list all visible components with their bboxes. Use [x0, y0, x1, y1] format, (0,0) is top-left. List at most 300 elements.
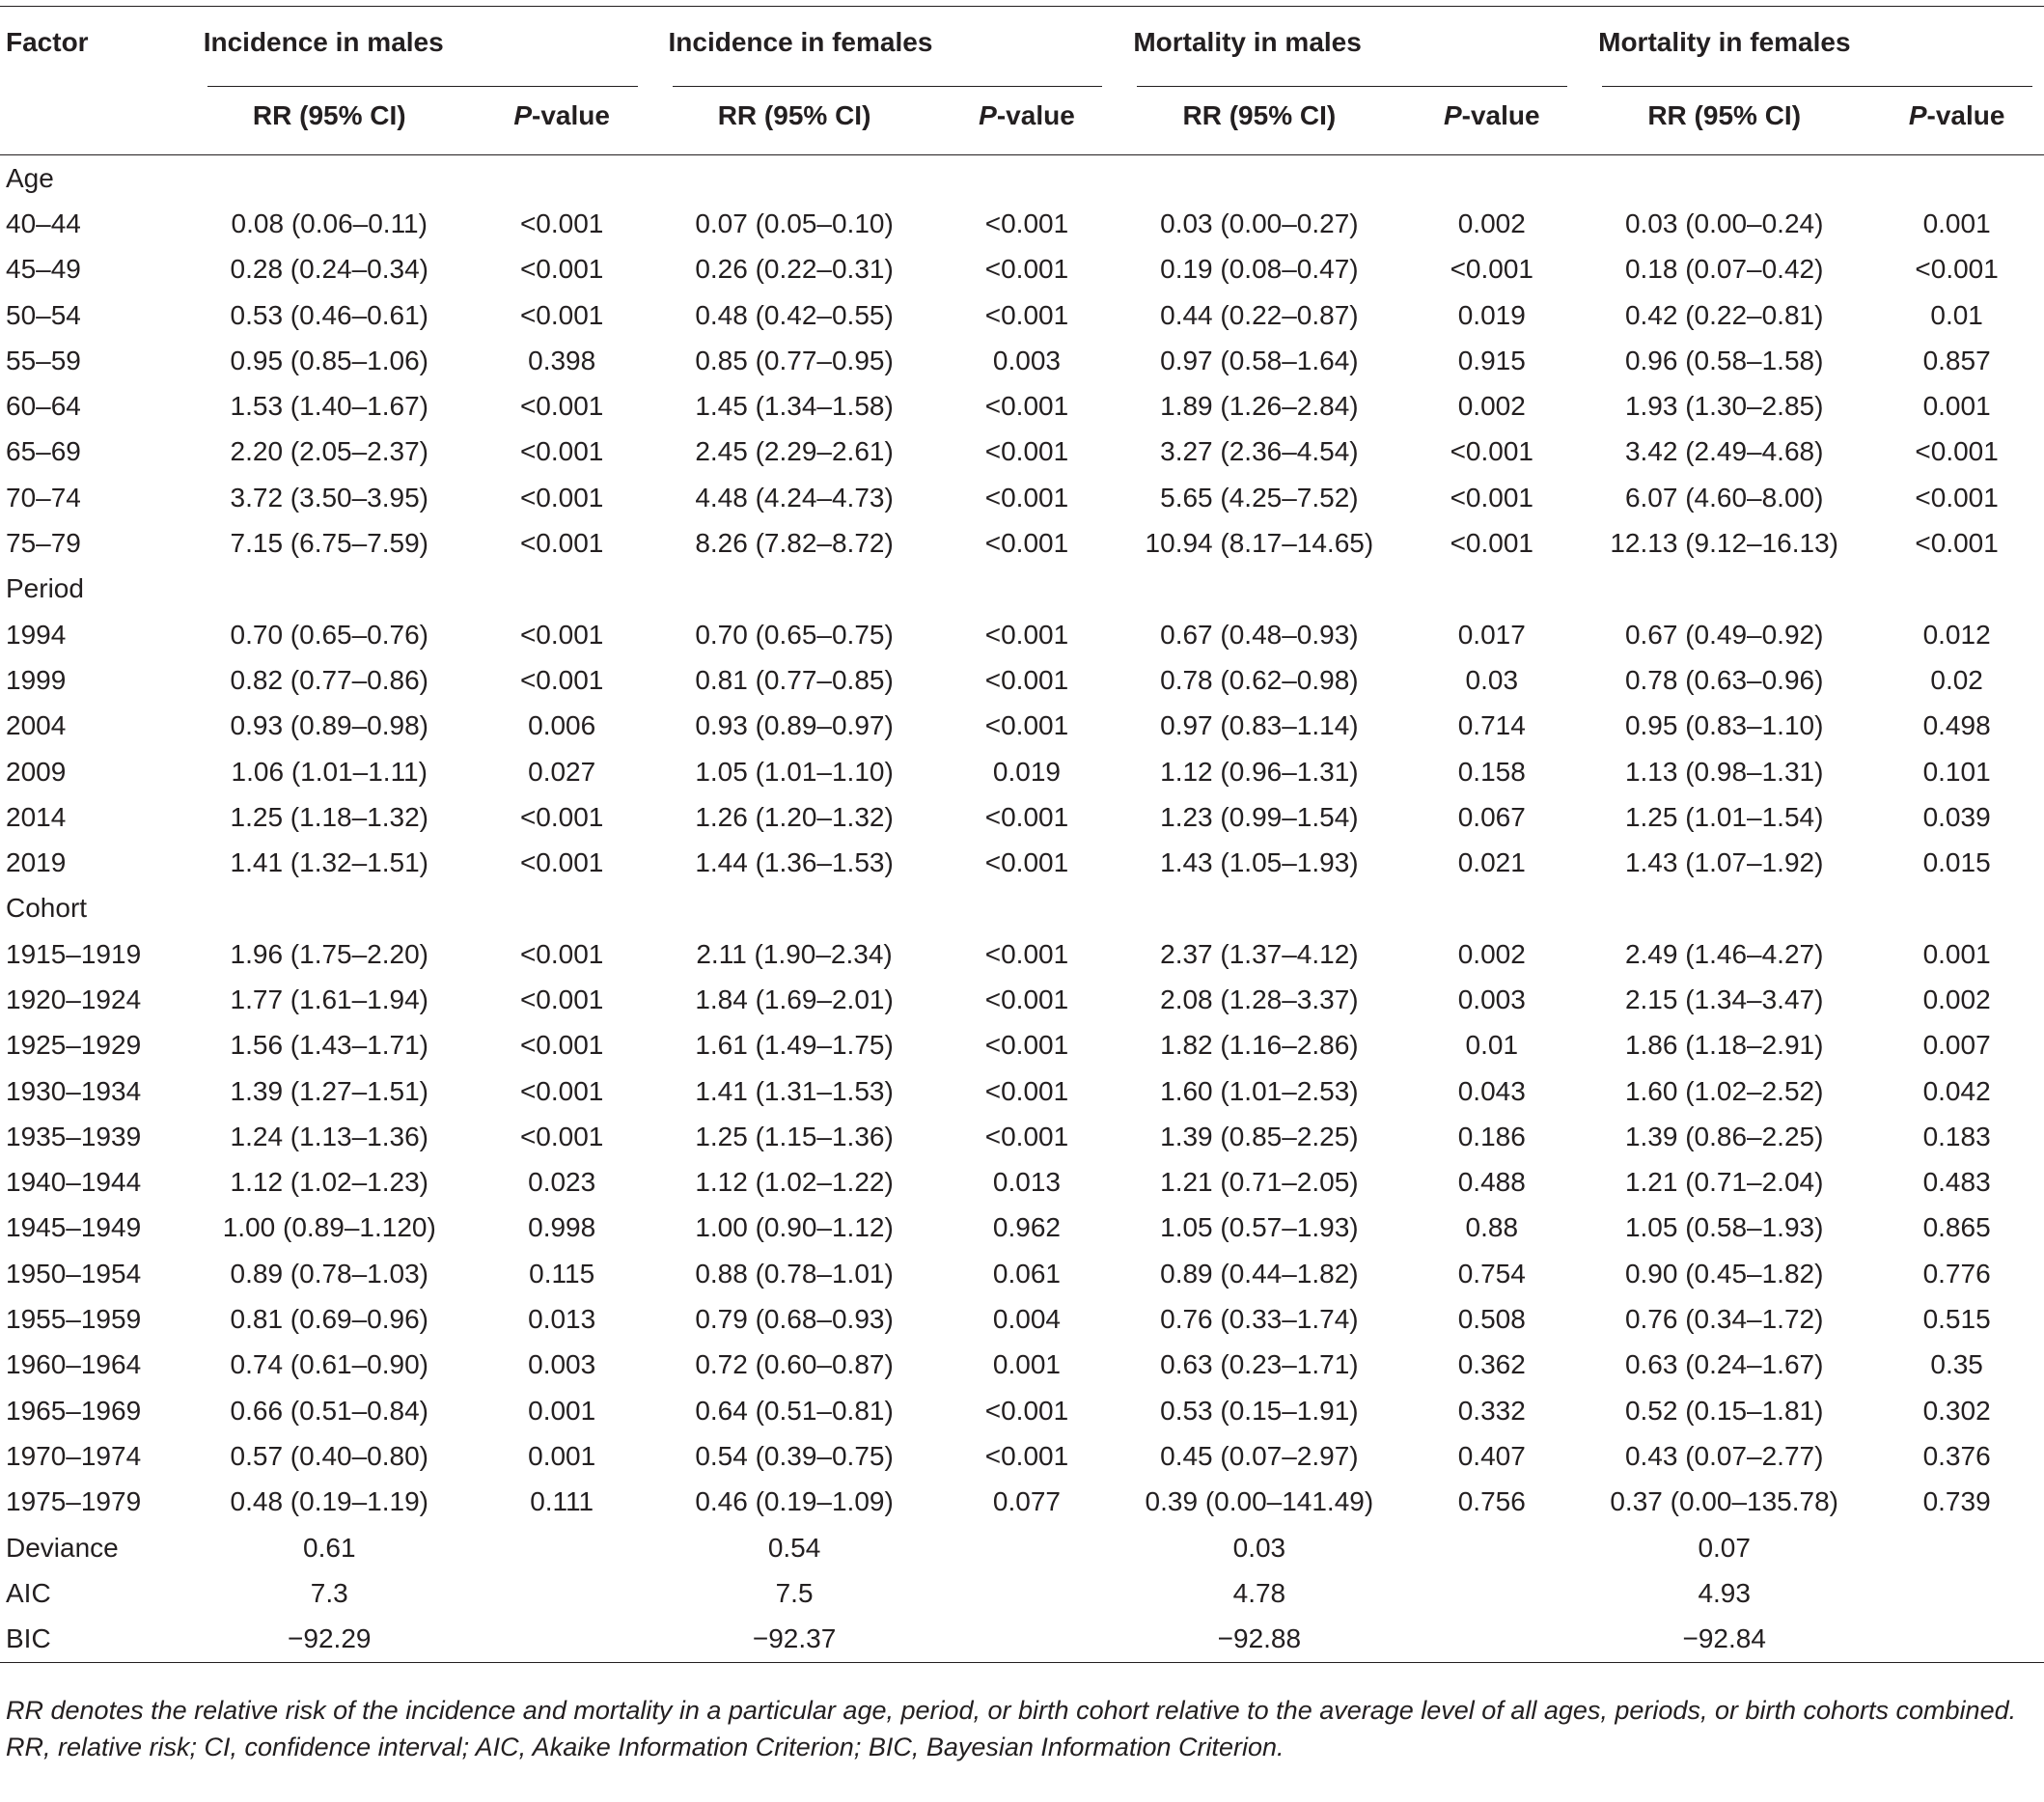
- table-row: [0, 430, 2044, 475]
- rr-cell: 2.15 (1.34–3.47): [1624, 984, 1824, 1014]
- rr-cell: 1.89 (1.26–2.84): [1160, 391, 1359, 422]
- rr-cell: 8.26 (7.82–8.72): [695, 528, 894, 559]
- row-label: 40–44: [6, 208, 81, 238]
- rr-cell: 2.37 (1.37–4.12): [1160, 938, 1359, 969]
- p-value-cell: 0.002: [1457, 391, 1526, 422]
- p-value-cell: 0.756: [1457, 1486, 1526, 1517]
- table-row: [0, 1480, 2044, 1525]
- p-value-cell: <0.001: [984, 1440, 1069, 1471]
- p-value-cell: 0.027: [528, 756, 596, 787]
- p-value-cell: 0.042: [1922, 1075, 1991, 1106]
- rr-cell: 0.03 (0.00–0.27): [1160, 208, 1359, 238]
- p-value-cell: 0.03: [1465, 664, 1519, 695]
- rr-cell: 6.07 (4.60–8.00): [1624, 482, 1824, 513]
- rr-cell: 0.67 (0.48–0.93): [1160, 619, 1359, 650]
- rr-cell: 2.49 (1.46–4.27): [1624, 938, 1824, 969]
- table-row: [0, 1206, 2044, 1251]
- p-value-cell: 0.003: [528, 1349, 596, 1380]
- table-row: [0, 794, 2044, 840]
- rr-cell: 0.95 (0.85–1.06): [230, 345, 429, 375]
- p-value-cell: <0.001: [984, 710, 1069, 741]
- empty-cell: [475, 1570, 649, 1616]
- p-value-cell: <0.001: [984, 1030, 1069, 1061]
- group-header: [184, 7, 649, 78]
- fit-value-cell: 0.54: [767, 1532, 821, 1563]
- table-row: [0, 977, 2044, 1022]
- rr-cell: 1.53 (1.40–1.67): [230, 391, 429, 422]
- row-label: 1925–1929: [6, 1030, 142, 1061]
- group-header: [1114, 7, 1579, 78]
- p-value-cell: <0.001: [984, 619, 1069, 650]
- p-value-cell: <0.001: [519, 619, 604, 650]
- rr-cell: 0.57 (0.40–0.80): [230, 1440, 429, 1471]
- rr-cell: 2.20 (2.05–2.37): [230, 436, 429, 467]
- factor-header: Factor: [6, 26, 89, 57]
- table-row: [0, 931, 2044, 977]
- empty-cell: [475, 1525, 649, 1570]
- rr-cell: 1.84 (1.69–2.01): [695, 984, 894, 1014]
- p-value-cell: <0.001: [1915, 482, 1999, 513]
- p-value-cell: 0.508: [1457, 1304, 1526, 1335]
- rr-cell: 0.63 (0.23–1.71): [1160, 1349, 1359, 1380]
- rr-header: RR (95% CI): [1182, 100, 1337, 130]
- p-value-cell: 0.002: [1922, 984, 1991, 1014]
- rr-cell: 0.97 (0.83–1.14): [1160, 710, 1359, 741]
- p-value-cell: <0.001: [984, 436, 1069, 467]
- p-value-cell: 0.001: [1922, 208, 1991, 238]
- rr-cell: 1.41 (1.32–1.51): [230, 847, 429, 878]
- p-value-cell: 0.001: [1922, 938, 1991, 969]
- p-value-cell: 0.043: [1457, 1075, 1526, 1106]
- table-row: [0, 383, 2044, 429]
- rr-cell: 0.53 (0.46–0.61): [230, 299, 429, 330]
- p-value-cell: 0.488: [1457, 1167, 1526, 1198]
- rr-cell: 1.00 (0.90–1.12): [695, 1212, 894, 1243]
- p-value-cell: <0.001: [984, 938, 1069, 969]
- p-value-cell: 0.88: [1465, 1212, 1519, 1243]
- empty-cell: [1404, 1617, 1579, 1663]
- rr-cell: 1.39 (0.85–2.25): [1160, 1121, 1359, 1151]
- p-value-cell: 0.006: [528, 710, 596, 741]
- p-value-cell: <0.001: [984, 299, 1069, 330]
- rr-cell: 1.41 (1.31–1.53): [695, 1075, 894, 1106]
- rr-cell: 1.12 (1.02–1.22): [695, 1167, 894, 1198]
- rr-cell: 0.19 (0.08–0.47): [1160, 254, 1359, 285]
- rr-cell: 0.63 (0.24–1.67): [1624, 1349, 1824, 1380]
- row-label: 1950–1954: [6, 1258, 142, 1289]
- table-row: [0, 1343, 2044, 1388]
- rr-cell: 1.43 (1.07–1.92): [1624, 847, 1824, 878]
- p-value-cell: 0.003: [992, 345, 1061, 375]
- rr-cell: 3.72 (3.50–3.95): [230, 482, 429, 513]
- fit-value-cell: 0.03: [1232, 1532, 1286, 1563]
- rr-cell: 1.25 (1.15–1.36): [695, 1121, 894, 1151]
- rr-cell: 0.07 (0.05–0.10): [695, 208, 894, 238]
- p-value-cell: <0.001: [519, 847, 604, 878]
- p-value-cell: 0.186: [1457, 1121, 1526, 1151]
- rr-cell: 3.42 (2.49–4.68): [1624, 436, 1824, 467]
- group-rule: [207, 86, 638, 87]
- table-row: [0, 1068, 2044, 1114]
- p-value-cell: 0.35: [1930, 1349, 1983, 1380]
- table-row: [0, 475, 2044, 520]
- table-footnotes: [6, 1692, 2032, 1765]
- rr-cell: 3.27 (2.36–4.54): [1160, 436, 1359, 467]
- p-value-cell: <0.001: [519, 1075, 604, 1106]
- rr-cell: 0.52 (0.15–1.81): [1624, 1395, 1824, 1426]
- fit-value-cell: 4.93: [1698, 1577, 1751, 1608]
- row-label: 75–79: [6, 528, 81, 559]
- rr-header: RR (95% CI): [717, 100, 871, 130]
- p-value-cell: <0.001: [519, 938, 604, 969]
- p-value-cell: 0.021: [1457, 847, 1526, 878]
- row-label: 1965–1969: [6, 1395, 142, 1426]
- rr-cell: 1.60 (1.02–2.52): [1624, 1075, 1824, 1106]
- rr-cell: 0.42 (0.22–0.81): [1624, 299, 1824, 330]
- rr-cell: 0.76 (0.33–1.74): [1160, 1304, 1359, 1335]
- footnote: RR denotes the relative risk of the incidence and mortality in a particular age, period, or birth cohort relative to the average level of all ages, periods, or birth cohorts combined.: [6, 1696, 2017, 1725]
- fit-value-cell: 7.3: [310, 1577, 348, 1608]
- rr-cell: 1.12 (0.96–1.31): [1160, 756, 1359, 787]
- p-value-cell: <0.001: [1450, 528, 1533, 559]
- rr-cell: 0.85 (0.77–0.95): [695, 345, 894, 375]
- rr-cell: 1.05 (1.01–1.10): [695, 756, 894, 787]
- p-value-cell: <0.001: [984, 391, 1069, 422]
- row-label: AIC: [6, 1577, 51, 1608]
- empty-cell: [1869, 1570, 2044, 1616]
- rr-cell: 0.74 (0.61–0.90): [230, 1349, 429, 1380]
- rr-cell: 2.08 (1.28–3.37): [1160, 984, 1359, 1014]
- fit-value-cell: −92.29: [184, 1617, 475, 1663]
- p-value-cell: <0.001: [1450, 482, 1533, 513]
- p-value-cell: <0.001: [1915, 436, 1999, 467]
- rr-cell: 0.97 (0.58–1.64): [1160, 345, 1359, 375]
- rr-cell: 0.76 (0.34–1.72): [1624, 1304, 1824, 1335]
- rr-cell: 0.67 (0.49–0.92): [1624, 619, 1824, 650]
- fit-statistic-row: [0, 1617, 2044, 1663]
- rr-cell: 0.82 (0.77–0.86): [230, 664, 429, 695]
- p-value-cell: 0.004: [992, 1304, 1061, 1335]
- p-value-cell: 0.407: [1457, 1440, 1526, 1471]
- table-row: [0, 1433, 2044, 1479]
- rr-cell: 10.94 (8.17–14.65): [1145, 528, 1374, 559]
- rr-cell: 0.81 (0.77–0.85): [695, 664, 894, 695]
- empty-cell: [1404, 1570, 1579, 1616]
- row-label: 1994: [6, 619, 67, 650]
- rr-cell: 5.65 (4.25–7.52): [1160, 482, 1359, 513]
- fit-statistic-row: [0, 1525, 2044, 1570]
- rr-cell: 12.13 (9.12–16.13): [1610, 528, 1838, 559]
- table-body: [0, 155, 2044, 1663]
- p-value-cell: <0.001: [519, 984, 604, 1014]
- p-value-cell: 0.013: [992, 1167, 1061, 1198]
- p-value-header: P-value: [513, 100, 610, 130]
- table-row: [0, 201, 2044, 246]
- rr-cell: 0.08 (0.06–0.11): [231, 208, 428, 238]
- rr-cell: 1.06 (1.01–1.11): [231, 756, 428, 787]
- empty-cell: [940, 1525, 1115, 1570]
- table-row: [0, 1160, 2044, 1206]
- rr-cell: 1.05 (0.57–1.93): [1160, 1212, 1359, 1243]
- fit-value-cell: 0.61: [303, 1532, 356, 1563]
- table-row: [0, 657, 2044, 703]
- p-value-cell: 0.865: [1922, 1212, 1991, 1243]
- rr-cell: 1.82 (1.16–2.86): [1160, 1030, 1359, 1061]
- table-row: [0, 612, 2044, 657]
- p-value-cell: 0.376: [1922, 1440, 1991, 1471]
- p-value-cell: <0.001: [519, 528, 604, 559]
- rr-cell: 0.46 (0.19–1.09): [695, 1486, 894, 1517]
- p-value-cell: <0.001: [519, 299, 604, 330]
- group-rule: [673, 86, 1103, 87]
- p-value-cell: <0.001: [984, 1395, 1069, 1426]
- table-row: [0, 1114, 2044, 1159]
- rr-cell: 0.93 (0.89–0.98): [230, 710, 429, 741]
- table-row: [0, 247, 2044, 292]
- row-label: BIC: [0, 1617, 184, 1663]
- empty-cell: [940, 1570, 1115, 1616]
- p-value-cell: 0.039: [1922, 801, 1991, 832]
- table-row: [0, 1251, 2044, 1296]
- rr-cell: 0.03 (0.00–0.24): [1624, 208, 1824, 238]
- row-label: 1935–1939: [6, 1121, 142, 1151]
- rr-cell: 4.48 (4.24–4.73): [695, 482, 894, 513]
- rr-cell: 7.15 (6.75–7.59): [230, 528, 429, 559]
- fit-value-cell: −92.88: [1114, 1617, 1404, 1663]
- group-header-label: Incidence in males: [203, 26, 444, 57]
- p-value-cell: <0.001: [519, 391, 604, 422]
- fit-value-cell: −92.84: [1579, 1617, 1869, 1663]
- empty-cell: [1404, 1525, 1579, 1570]
- fit-value-cell: −92.37: [649, 1617, 940, 1663]
- rr-cell: 0.90 (0.45–1.82): [1624, 1258, 1824, 1289]
- p-value-cell: 0.012: [1922, 619, 1991, 650]
- rr-cell: 0.37 (0.00–135.78): [1610, 1486, 1838, 1517]
- row-label: 1975–1979: [6, 1486, 142, 1517]
- p-value-cell: <0.001: [519, 664, 604, 695]
- p-value-cell: <0.001: [1450, 254, 1533, 285]
- p-value-cell: 0.001: [1922, 391, 1991, 422]
- table-row: [0, 292, 2044, 338]
- p-value-cell: 0.754: [1457, 1258, 1526, 1289]
- p-value-cell: <0.001: [984, 254, 1069, 285]
- row-label: 1945–1949: [6, 1212, 142, 1243]
- p-value-cell: 0.998: [528, 1212, 596, 1243]
- row-label: 55–59: [6, 345, 81, 375]
- rr-cell: 1.60 (1.01–2.53): [1160, 1075, 1359, 1106]
- footnote: RR, relative risk; CI, confidence interval; AIC, Akaike Information Criterion; BIC, Bayesian Information Criterion.: [6, 1733, 1284, 1761]
- row-label: 70–74: [6, 482, 81, 513]
- fit-statistic-row: [0, 1570, 2044, 1616]
- fit-value-cell: 7.5: [775, 1577, 814, 1608]
- p-value-header: P-value: [979, 100, 1075, 130]
- subheader-blank: [0, 77, 184, 155]
- row-label: 1999: [6, 664, 67, 695]
- rr-cell: 0.39 (0.00–141.49): [1145, 1486, 1374, 1517]
- section-label: Period: [6, 573, 84, 604]
- rr-cell: 0.88 (0.78–1.01): [695, 1258, 894, 1289]
- rr-cell: 0.81 (0.69–0.96): [230, 1304, 429, 1335]
- rr-cell: 0.64 (0.51–0.81): [695, 1395, 894, 1426]
- table-row: [0, 338, 2044, 383]
- rr-cell: 1.21 (0.71–2.05): [1160, 1167, 1359, 1198]
- p-value-cell: 0.067: [1457, 801, 1526, 832]
- rr-cell: 0.54 (0.39–0.75): [695, 1440, 894, 1471]
- row-label: 1915–1919: [6, 938, 142, 969]
- group-header-label: Mortality in males: [1133, 26, 1362, 57]
- row-label: 2019: [6, 847, 67, 878]
- p-value-cell: 0.398: [528, 345, 596, 375]
- rr-cell: 1.26 (1.20–1.32): [695, 801, 894, 832]
- rr-cell: 0.70 (0.65–0.75): [695, 619, 894, 650]
- p-value-cell: 0.857: [1922, 345, 1991, 375]
- row-label: 1955–1959: [6, 1304, 142, 1335]
- p-value-cell: <0.001: [519, 1030, 604, 1061]
- rr-cell: 0.78 (0.62–0.98): [1160, 664, 1359, 695]
- p-value-cell: 0.158: [1457, 756, 1526, 787]
- rr-cell: 1.21 (0.71–2.04): [1624, 1167, 1824, 1198]
- group-header-row: [0, 7, 2044, 78]
- p-value-cell: <0.001: [984, 1121, 1069, 1151]
- rr-cell: 0.26 (0.22–0.31): [695, 254, 894, 285]
- rr-cell: 0.93 (0.89–0.97): [695, 710, 894, 741]
- empty-cell: [940, 1617, 1115, 1663]
- rr-cell: 1.13 (0.98–1.31): [1624, 756, 1824, 787]
- table-row: [0, 840, 2044, 885]
- rr-cell: 0.43 (0.07–2.77): [1624, 1440, 1824, 1471]
- row-label: Deviance: [6, 1532, 119, 1563]
- rr-cell: 1.44 (1.36–1.53): [695, 847, 894, 878]
- p-value-cell: <0.001: [519, 436, 604, 467]
- p-value-cell: 0.302: [1922, 1395, 1991, 1426]
- row-label: 2004: [6, 710, 67, 741]
- p-value-cell: 0.183: [1922, 1121, 1991, 1151]
- p-value-cell: 0.714: [1457, 710, 1526, 741]
- p-value-cell: <0.001: [1450, 436, 1533, 467]
- section-row: [0, 155, 2044, 202]
- p-value-cell: <0.001: [519, 1121, 604, 1151]
- p-value-cell: <0.001: [1915, 254, 1999, 285]
- p-value-cell: <0.001: [984, 528, 1069, 559]
- p-value-cell: 0.332: [1457, 1395, 1526, 1426]
- p-value-cell: 0.498: [1922, 710, 1991, 741]
- empty-cell: [1869, 1617, 2044, 1663]
- p-value-cell: 0.515: [1922, 1304, 1991, 1335]
- p-value-cell: 0.02: [1930, 664, 1983, 695]
- p-value-header: P-value: [1443, 100, 1540, 130]
- rr-cell: 0.89 (0.78–1.03): [230, 1258, 429, 1289]
- rr-cell: 1.24 (1.13–1.36): [230, 1121, 429, 1151]
- rr-cell: 1.61 (1.49–1.75): [695, 1030, 894, 1061]
- rr-cell: 1.25 (1.01–1.54): [1624, 801, 1824, 832]
- p-value-cell: <0.001: [984, 801, 1069, 832]
- p-value-cell: 0.007: [1922, 1030, 1991, 1061]
- p-value-cell: 0.001: [528, 1440, 596, 1471]
- rr-cell: 0.95 (0.83–1.10): [1624, 710, 1824, 741]
- p-value-cell: 0.019: [992, 756, 1061, 787]
- p-value-header: P-value: [1908, 100, 2005, 130]
- row-label: 65–69: [6, 436, 81, 467]
- p-value-cell: <0.001: [519, 482, 604, 513]
- section-row: [0, 567, 2044, 612]
- p-value-cell: <0.001: [519, 208, 604, 238]
- row-label: 1920–1924: [6, 984, 142, 1014]
- row-label: 45–49: [6, 254, 81, 285]
- rr-cell: 0.89 (0.44–1.82): [1160, 1258, 1359, 1289]
- row-label: 1970–1974: [6, 1440, 142, 1471]
- p-value-cell: <0.001: [519, 254, 604, 285]
- rr-cell: 1.23 (0.99–1.54): [1160, 801, 1359, 832]
- p-value-cell: <0.001: [984, 1075, 1069, 1106]
- rr-cell: 1.45 (1.34–1.58): [695, 391, 894, 422]
- fit-value-cell: 4.78: [1232, 1577, 1286, 1608]
- apc-results-table: [0, 6, 2044, 1663]
- rr-cell: 0.72 (0.60–0.87): [695, 1349, 894, 1380]
- p-value-cell: 0.111: [530, 1486, 594, 1517]
- row-label: 50–54: [6, 299, 81, 330]
- rr-cell: 0.48 (0.19–1.19): [230, 1486, 429, 1517]
- p-value-cell: 0.013: [528, 1304, 596, 1335]
- row-label: 1940–1944: [6, 1167, 142, 1198]
- row-label: 60–64: [6, 391, 81, 422]
- p-value-cell: 0.01: [1930, 299, 1983, 330]
- rr-cell: 1.39 (1.27–1.51): [230, 1075, 429, 1106]
- group-header-label: Incidence in females: [668, 26, 933, 57]
- p-value-cell: 0.776: [1922, 1258, 1991, 1289]
- empty-cell: [475, 1617, 649, 1663]
- rr-cell: 1.39 (0.86–2.25): [1624, 1121, 1824, 1151]
- group-header: [1579, 7, 2044, 78]
- rr-cell: 1.77 (1.61–1.94): [230, 984, 429, 1014]
- rr-header: RR (95% CI): [252, 100, 406, 130]
- rr-cell: 1.93 (1.30–2.85): [1624, 391, 1824, 422]
- group-header-label: Mortality in females: [1598, 26, 1851, 57]
- fit-value-cell: 0.07: [1698, 1532, 1751, 1563]
- p-value-cell: <0.001: [984, 664, 1069, 695]
- rr-cell: 0.78 (0.63–0.96): [1624, 664, 1824, 695]
- rr-cell: 2.45 (2.29–2.61): [695, 436, 894, 467]
- p-value-cell: 0.019: [1457, 299, 1526, 330]
- rr-cell: 1.25 (1.18–1.32): [230, 801, 429, 832]
- group-rule: [1137, 86, 1567, 87]
- rr-cell: 1.12 (1.02–1.23): [230, 1167, 429, 1198]
- rr-cell: 1.56 (1.43–1.71): [230, 1030, 429, 1061]
- rr-cell: 0.70 (0.65–0.76): [230, 619, 429, 650]
- rr-cell: 0.28 (0.24–0.34): [230, 254, 429, 285]
- table-row: [0, 1023, 2044, 1068]
- p-value-cell: <0.001: [984, 208, 1069, 238]
- group-rule: [1602, 86, 2032, 87]
- p-value-cell: 0.077: [992, 1486, 1061, 1517]
- rr-cell: 0.18 (0.07–0.42): [1624, 254, 1824, 285]
- p-value-cell: 0.001: [528, 1395, 596, 1426]
- p-value-cell: <0.001: [519, 801, 604, 832]
- rr-cell: 0.45 (0.07–2.97): [1160, 1440, 1359, 1471]
- rr-cell: 1.00 (0.89–1.120): [222, 1212, 436, 1243]
- p-value-cell: 0.101: [1922, 756, 1991, 787]
- p-value-cell: 0.015: [1922, 847, 1991, 878]
- p-value-cell: 0.962: [992, 1212, 1061, 1243]
- subheader-row: [0, 77, 2044, 155]
- section-label: Age: [6, 162, 54, 193]
- row-label: 2014: [6, 801, 67, 832]
- p-value-cell: 0.115: [529, 1258, 595, 1289]
- rr-cell: 0.96 (0.58–1.58): [1624, 345, 1824, 375]
- p-value-cell: 0.003: [1457, 984, 1526, 1014]
- section-row: [0, 886, 2044, 931]
- rr-cell: 1.43 (1.05–1.93): [1160, 847, 1359, 878]
- p-value-cell: 0.001: [992, 1349, 1061, 1380]
